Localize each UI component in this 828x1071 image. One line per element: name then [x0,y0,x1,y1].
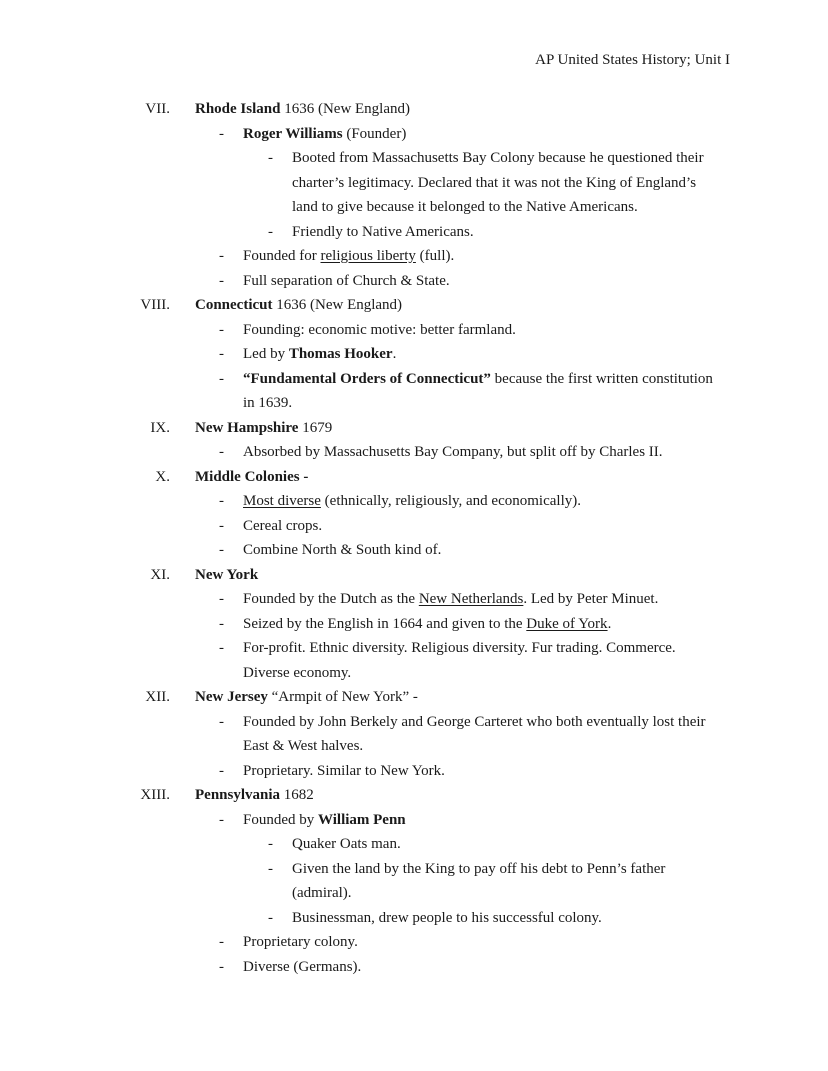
list-item [0,244,828,269]
section-numeral: XII. [145,689,170,705]
bullet-text [243,244,723,269]
text-run: New Netherlands [418,591,524,607]
bullet-text [292,220,722,245]
section-subtitle: 1682 [280,787,314,803]
bullet-dash: - [268,150,273,166]
outline-section [0,97,828,293]
section-subtitle: 1679 [298,419,333,436]
section-title: Pennsylvania [195,787,281,803]
bullet-text [292,857,722,906]
bullet-text [243,636,723,685]
section-title: Middle Colonies - [195,468,309,485]
bullet-dash: - [268,909,273,926]
bullet-text [243,930,723,955]
section-numeral: VIII. [140,297,170,313]
text-run: Seized by the English in 1664 and given to the [243,615,527,632]
outline-section [0,293,828,416]
list-item [0,146,828,220]
list-item [0,269,828,294]
bullet-dash: - [268,860,273,877]
bullet-text [243,318,723,343]
text-run: Full separation of Church & State. [243,272,450,289]
bullet-text [243,612,723,637]
bullet-text [243,587,723,612]
bullet-dash: - [268,836,273,852]
bullet-dash: - [219,321,224,338]
text-run: Absorbed by Massachusetts Bay Company, but split off by Charles II. [243,444,663,460]
section-numeral: IX. [150,419,170,436]
bullet-text [243,269,723,294]
section-title: New Jersey [195,689,268,705]
list-item [0,220,828,245]
section-subtitle: 1636 (New England) [280,101,411,117]
text-run: “Fundamental Orders of Connecticut” [243,370,491,387]
section-heading [0,783,828,808]
bullet-dash: - [219,370,224,387]
outline-section [0,416,828,465]
text-run: Roger Williams [243,125,343,142]
bullet-text [243,538,723,563]
text-run: . Led by Peter Minuet. [523,591,659,607]
text-run: Proprietary colony. [243,934,358,950]
list-item [0,906,828,931]
bullet-text [243,808,723,833]
section-heading [0,465,828,490]
section-title: Rhode Island [195,101,281,117]
bullet-text [243,759,723,784]
text-run: Founded by [243,811,318,828]
list-item [0,489,828,514]
bullet-text [243,955,723,980]
list-item [0,440,828,465]
text-run: . [392,346,397,362]
list-item [0,955,828,980]
text-run: because the first written constitution in 1639. [243,370,713,411]
list-item [0,342,828,367]
text-run: Founding: economic motive: better farmland. [243,321,516,338]
text-run: Proprietary. Similar to New York. [243,762,445,779]
bullet-text [243,122,723,147]
section-title-line [195,465,308,490]
bullet-text [243,440,723,465]
bullet-dash: - [219,346,224,362]
list-item [0,636,828,685]
bullet-dash: - [219,713,224,730]
section-title-line [195,293,402,318]
list-item [0,857,828,906]
section-subtitle: “Armpit of New York” - [267,689,418,705]
list-item [0,759,828,784]
bullet-dash: - [219,517,224,534]
text-run: Quaker Oats man. [292,836,401,852]
text-run: Given the land by the King to pay off his debt to Penn’s father (admiral). [292,860,666,901]
section-heading [0,685,828,710]
section-numeral: XIII. [140,787,170,803]
section-heading [0,97,828,122]
page-header: AP United States History; Unit I [535,52,730,68]
list-item [0,538,828,563]
list-item [0,808,828,833]
list-item [0,710,828,759]
bullet-text [243,489,723,514]
section-numeral: XI. [150,566,170,583]
text-run: Booted from Massachusetts Bay Colony because he questioned their charter’s legitimacy. Declared that it was not the King of England’s land to give because it belonged to the Native Americans. [292,150,704,215]
text-run: Combine North & South kind of. [243,542,442,558]
bullet-dash: - [219,958,224,975]
bullet-dash: - [219,248,224,264]
bullet-text [243,367,723,416]
text-run: Diverse (Germans). [243,958,362,975]
bullet-dash: - [219,493,224,509]
bullet-text [292,832,722,857]
bullet-dash: - [219,272,224,289]
text-run: Thomas Hooker [288,346,393,362]
bullet-text [243,710,723,759]
list-item [0,832,828,857]
text-run: . [607,615,612,632]
list-item [0,318,828,343]
bullet-dash: - [219,444,224,460]
section-title: New York [195,566,259,583]
bullet-dash: - [219,615,224,632]
text-run: (ethnically, religiously, and economically). [320,493,581,509]
text-run: Businessman, drew people to his successful colony. [292,909,602,926]
list-item [0,514,828,539]
bullet-text [292,146,722,220]
section-title-line [195,685,418,710]
section-numeral: VII. [145,101,170,117]
text-run: (Founder) [342,125,407,142]
outline-section [0,563,828,686]
section-subtitle: 1636 (New England) [272,297,403,313]
bullet-dash: - [219,591,224,607]
section-heading [0,563,828,588]
text-run: Most diverse [243,493,321,509]
outline-section [0,783,828,979]
bullet-dash: - [219,762,224,779]
bullet-dash: - [219,811,224,828]
text-run: Cereal crops. [243,517,323,534]
section-title: New Hampshire [195,419,299,436]
list-item [0,367,828,416]
text-run: Founded by John Berkely and George Carteret who both eventually lost their East & West halves. [243,713,706,754]
bullet-dash: - [219,640,224,656]
section-title-line [195,783,314,808]
text-run: Led by [243,346,289,362]
bullet-text [292,906,722,931]
bullet-text [243,514,723,539]
text-run: For-profit. Ethnic diversity. Religious diversity. Fur trading. Commerce. Diverse economy. [243,640,676,681]
outline-section [0,465,828,563]
list-item [0,612,828,637]
text-run: religious liberty [320,248,416,264]
text-run: Founded for [243,248,321,264]
text-run: Duke of York [526,615,608,632]
bullet-dash: - [268,223,273,240]
section-numeral: X. [155,468,170,485]
section-heading [0,416,828,441]
list-item [0,122,828,147]
list-item [0,587,828,612]
bullet-dash: - [219,125,224,142]
outline-section [0,685,828,783]
section-title: Connecticut [195,297,273,313]
bullet-dash: - [219,542,224,558]
text-run: (full). [415,248,455,264]
section-heading [0,293,828,318]
bullet-text [243,342,723,367]
section-title-line [195,97,410,122]
text-run: Founded by the Dutch as the [243,591,419,607]
bullet-dash: - [219,934,224,950]
outline [0,97,828,979]
text-run: Friendly to Native Americans. [292,223,474,240]
list-item [0,930,828,955]
text-run: William Penn [318,811,406,828]
section-title-line [195,563,258,588]
section-title-line [195,416,332,441]
